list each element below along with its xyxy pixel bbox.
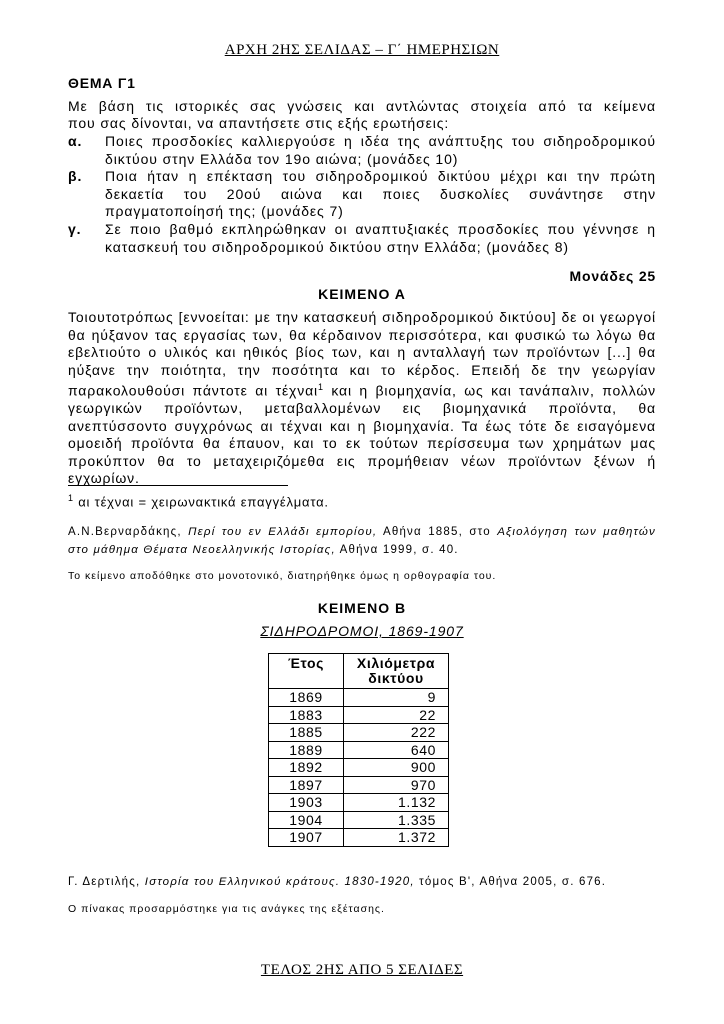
cell-year: 1889 bbox=[269, 741, 344, 759]
source-end: τόμος Β', Αθήνα 2005, σ. 676. bbox=[414, 876, 607, 888]
cell-year: 1885 bbox=[269, 724, 344, 742]
footnote-number: 1 bbox=[68, 493, 74, 503]
column-header-km-line2: δικτύου bbox=[368, 670, 424, 686]
text-a-body-part1: Τοιουτοτρόπως [εννοείται: με την κατασκευή σιδηροδρομικού δικτύου] δε οι γεωργοί θα ηύξανον τας εργασίας των, θα κέρδαινον περισσότερα, και φυσικώ τω λόγω θα εβελτιούτο ο υλικός και ηθικός βίος των, και η ανταλλαγή των προϊόντων [...] θα ηύξανε την ποιότητα, την ποσότητα και το κέρδος. Επειδή δε την γεωργίαν παρακολουθούσι πάντοτε αι τέχναι bbox=[68, 309, 656, 399]
column-header-km-line1: Χιλιόμετρα bbox=[356, 655, 436, 671]
text-a-note: Το κείμενο αποδόθηκε στο μονοτονικό, διατηρήθηκε όμως η ορθογραφία του. bbox=[68, 570, 497, 582]
table-row bbox=[269, 759, 449, 777]
question-letter: β. bbox=[68, 168, 83, 184]
question-text: Ποιες προσδοκίες καλλιεργούσε η ιδέα της ανάπτυξης του σιδηροδρομικού δικτύου στην Ελλάδα τον 19ο αιώνα; (μονάδες 10) bbox=[105, 133, 656, 167]
page-header: ΑΡΧΗ 2ΗΣ ΣΕΛΙΔΑΣ – Γ΄ ΗΜΕΡΗΣΙΩΝ bbox=[224, 42, 500, 58]
footnote-marker: 1 bbox=[318, 382, 324, 392]
table-row bbox=[269, 829, 449, 847]
table-row bbox=[269, 794, 449, 812]
text-b-subtitle: ΣΙΔΗΡΟΔΡΟΜΟΙ, 1869-1907 bbox=[260, 623, 464, 639]
text-a-body bbox=[68, 309, 656, 488]
column-header-km bbox=[344, 654, 449, 689]
source-mid: Αθήνα 1885, στο bbox=[377, 526, 498, 538]
cell-km: 222 bbox=[344, 724, 449, 742]
railway-table bbox=[268, 653, 449, 847]
cell-year: 1904 bbox=[269, 811, 344, 829]
cell-year: 1883 bbox=[269, 706, 344, 724]
cell-km: 1.132 bbox=[344, 794, 449, 812]
marks-total: Μονάδες 25 bbox=[569, 268, 656, 284]
question-text: Ποια ήταν η επέκταση του σιδηροδρομικού δικτύου μέχρι και την πρώτη δεκαετία του 20ού αιώνα και ποιες δυσκολίες συνάντησε στην πραγματοποίησή της; (μονάδες 7) bbox=[105, 168, 656, 219]
question-a bbox=[68, 133, 656, 168]
footnote-divider bbox=[68, 485, 288, 486]
source-author: Α.Ν.Βερναρδάκης, bbox=[68, 526, 189, 538]
question-letter: γ. bbox=[68, 221, 82, 237]
intro-line-1: Με βάση τις ιστορικές σας γνώσεις και αντλώντας στοιχεία από τα κείμενα bbox=[68, 98, 656, 114]
table-row bbox=[269, 724, 449, 742]
table-row bbox=[269, 689, 449, 707]
cell-km: 970 bbox=[344, 776, 449, 794]
cell-year: 1903 bbox=[269, 794, 344, 812]
cell-year: 1869 bbox=[269, 689, 344, 707]
table-header-row bbox=[269, 654, 449, 689]
question-letter: α. bbox=[68, 133, 83, 149]
question-b bbox=[68, 168, 656, 221]
cell-year: 1892 bbox=[269, 759, 344, 777]
source-end: Αθήνα 1999, σ. 40. bbox=[335, 544, 459, 556]
source-title: Ιστορία του Ελληνικού κράτους. 1830-1920, bbox=[144, 876, 415, 888]
table-row bbox=[269, 706, 449, 724]
table-row bbox=[269, 776, 449, 794]
text-b-note: Ο πίνακας προσαρμόστηκε για τις ανάγκες της εξέτασης. bbox=[68, 903, 385, 915]
page-footer: ΤΕΛΟΣ 2ΗΣ ΑΠΟ 5 ΣΕΛΙΔΕΣ bbox=[260, 962, 464, 978]
question-text: Σε ποιο βαθμό εκπληρώθηκαν οι αναπτυξιακές προσδοκίες που γέννησε η κατασκευή του σιδηροδρομικού δικτύου στην Ελλάδα; (μονάδες 8) bbox=[105, 221, 656, 255]
table-row bbox=[269, 811, 449, 829]
question-c bbox=[68, 221, 656, 256]
text-a-body-part2: και η βιομηχανία, ως και τανάπαλιν, πολλών γεωργικών προϊόντων, μεταβαλλομένων εις βιομηχανικά προϊόντα, θα ανεπτύσσοντο συγχρόνως αι τέχναι και η βιομηχανία. Τα έως τότε δε εισαγόμενα ομοειδή προϊόντα θα έπαυον, και το εκ τούτων περίσσευμα των χρημάτων μας προκύπτον θα το μεταχειριζόμεθα εις προμήθειαν νέων προϊόντων ξένων ή εγχωρίων. bbox=[68, 382, 656, 487]
theme-title: ΘΕΜΑ Γ1 bbox=[68, 75, 136, 91]
cell-km: 9 bbox=[344, 689, 449, 707]
cell-year: 1897 bbox=[269, 776, 344, 794]
intro-line-2: που σας δίνονται, να απαντήσετε στις εξής ερωτήσεις: bbox=[68, 115, 450, 131]
source-title: Περί του εν Ελλάδι εμπορίου, bbox=[188, 526, 378, 538]
table-body bbox=[269, 689, 449, 847]
text-b-source bbox=[68, 873, 656, 891]
footnote bbox=[68, 493, 329, 509]
cell-km: 640 bbox=[344, 741, 449, 759]
table-row bbox=[269, 741, 449, 759]
text-a-source bbox=[68, 523, 656, 559]
cell-km: 900 bbox=[344, 759, 449, 777]
cell-year: 1907 bbox=[269, 829, 344, 847]
footnote-text: αι τέχναι = χειρωνακτικά επαγγέλματα. bbox=[73, 494, 329, 510]
source-title-2: Αξιολόγηση των μαθητών στο μάθημα Θέματα Νεοελληνικής Ιστορίας, bbox=[68, 526, 656, 556]
text-a-title: ΚΕΙΜΕΝΟ Α bbox=[318, 286, 406, 302]
cell-km: 1.372 bbox=[344, 829, 449, 847]
text-b-title: ΚΕΙΜΕΝΟ Β bbox=[317, 600, 407, 616]
cell-km: 1.335 bbox=[344, 811, 449, 829]
cell-km: 22 bbox=[344, 706, 449, 724]
column-header-year: Έτος bbox=[269, 654, 344, 689]
source-author: Γ. Δερτιλής, bbox=[68, 876, 145, 888]
